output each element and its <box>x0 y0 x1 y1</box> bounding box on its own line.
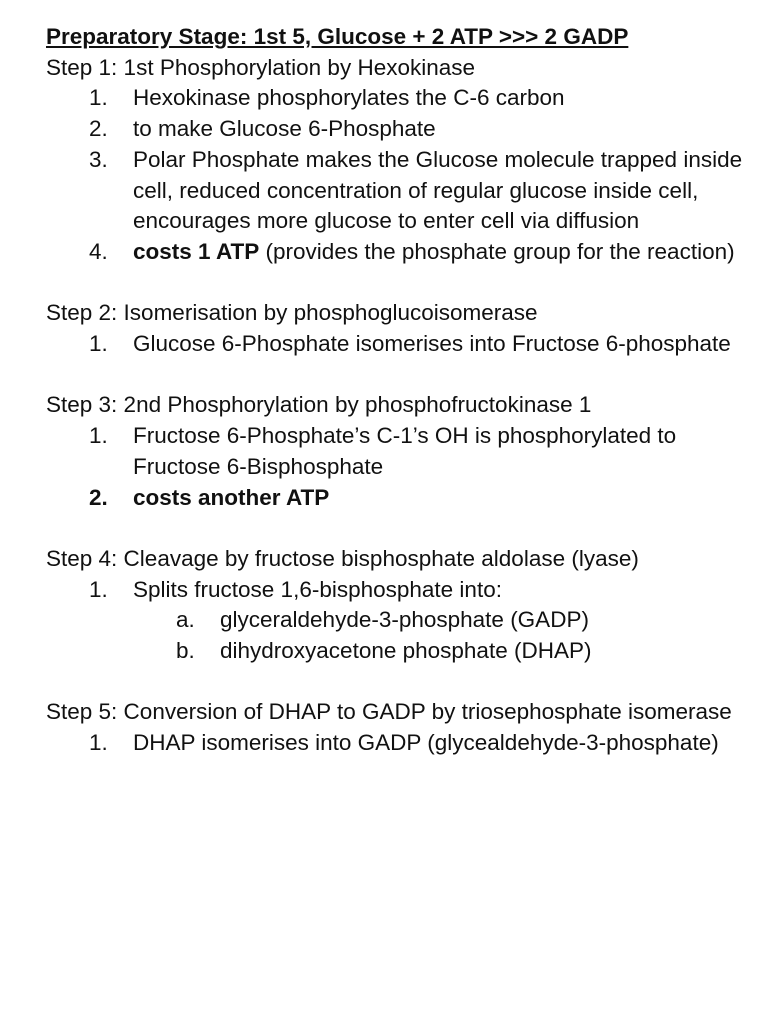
list-item <box>46 329 746 360</box>
item-letter: b. <box>176 638 195 664</box>
sub-list-item <box>46 605 746 636</box>
step-heading: Step 3: 2nd Phosphorylation by phosphofructokinase 1 <box>46 392 592 418</box>
item-text: (provides the phosphate group for the reaction) <box>259 238 735 264</box>
step-3-section <box>46 390 746 513</box>
item-number: 2. <box>89 484 108 510</box>
item-text: dihydroxyacetone phosphate (DHAP) <box>220 638 592 664</box>
item-text: Polar Phosphate makes the Glucose molecule trapped inside cell, reduced concentration of regular glucose inside cell, encourages more glucose to enter cell via diffusion <box>133 146 743 234</box>
step-2-section <box>46 298 746 359</box>
item-text: glyceraldehyde-3-phosphate (GADP) <box>220 607 589 633</box>
list-item <box>46 145 746 237</box>
step-heading: Step 2: Isomerisation by phosphoglucoisomerase <box>46 300 538 326</box>
list-item <box>46 237 746 268</box>
list-item <box>46 421 746 482</box>
step-5-list <box>46 728 746 759</box>
document-page <box>46 22 746 759</box>
list-item <box>46 728 746 759</box>
spacer <box>46 513 746 544</box>
step-2-list <box>46 329 746 360</box>
step-1-list <box>46 83 746 267</box>
item-number: 1. <box>89 423 108 449</box>
spacer <box>46 360 746 391</box>
item-number: 1. <box>89 576 108 602</box>
step-4-sublist <box>46 605 746 666</box>
spacer <box>46 268 746 299</box>
item-number: 1. <box>89 85 108 111</box>
step-1-section <box>46 53 746 268</box>
item-letter: a. <box>176 607 195 633</box>
step-4-section <box>46 544 746 667</box>
item-text: Glucose 6-Phosphate isomerises into Fructose 6-phosphate <box>133 331 731 357</box>
sub-list-item <box>46 636 746 667</box>
list-item <box>46 575 746 606</box>
list-item <box>46 114 746 145</box>
step-5-section <box>46 697 746 758</box>
item-text: to make Glucose 6-Phosphate <box>133 116 436 142</box>
list-item <box>46 83 746 114</box>
item-text: Fructose 6-Phosphate’s C-1’s OH is phosphorylated to Fructose 6-Bisphosphate <box>133 423 677 479</box>
step-heading: Step 4: Cleavage by fructose bisphosphate aldolase (lyase) <box>46 545 639 571</box>
item-number: 2. <box>89 116 108 142</box>
list-item <box>46 483 746 514</box>
step-3-list <box>46 421 746 513</box>
page-title: Preparatory Stage: 1st 5, Glucose + 2 ATP >>> 2 GADP <box>46 24 629 49</box>
item-text: Splits fructose 1,6-bisphosphate into: <box>133 576 502 602</box>
item-number: 1. <box>89 730 108 756</box>
step-4-list <box>46 575 746 606</box>
item-bold-text: costs another ATP <box>133 484 330 510</box>
item-number: 1. <box>89 331 108 357</box>
item-text: Hexokinase phosphorylates the C-6 carbon <box>133 85 565 111</box>
step-heading: Step 1: 1st Phosphorylation by Hexokinase <box>46 54 476 80</box>
item-number: 4. <box>89 238 108 264</box>
spacer <box>46 667 746 698</box>
item-bold-text: costs 1 ATP <box>133 238 260 264</box>
item-number: 3. <box>89 146 108 172</box>
item-text: DHAP isomerises into GADP (glycealdehyde-3-phosphate) <box>133 730 719 756</box>
step-heading: Step 5: Conversion of DHAP to GADP by triosephosphate isomerase <box>46 699 732 725</box>
